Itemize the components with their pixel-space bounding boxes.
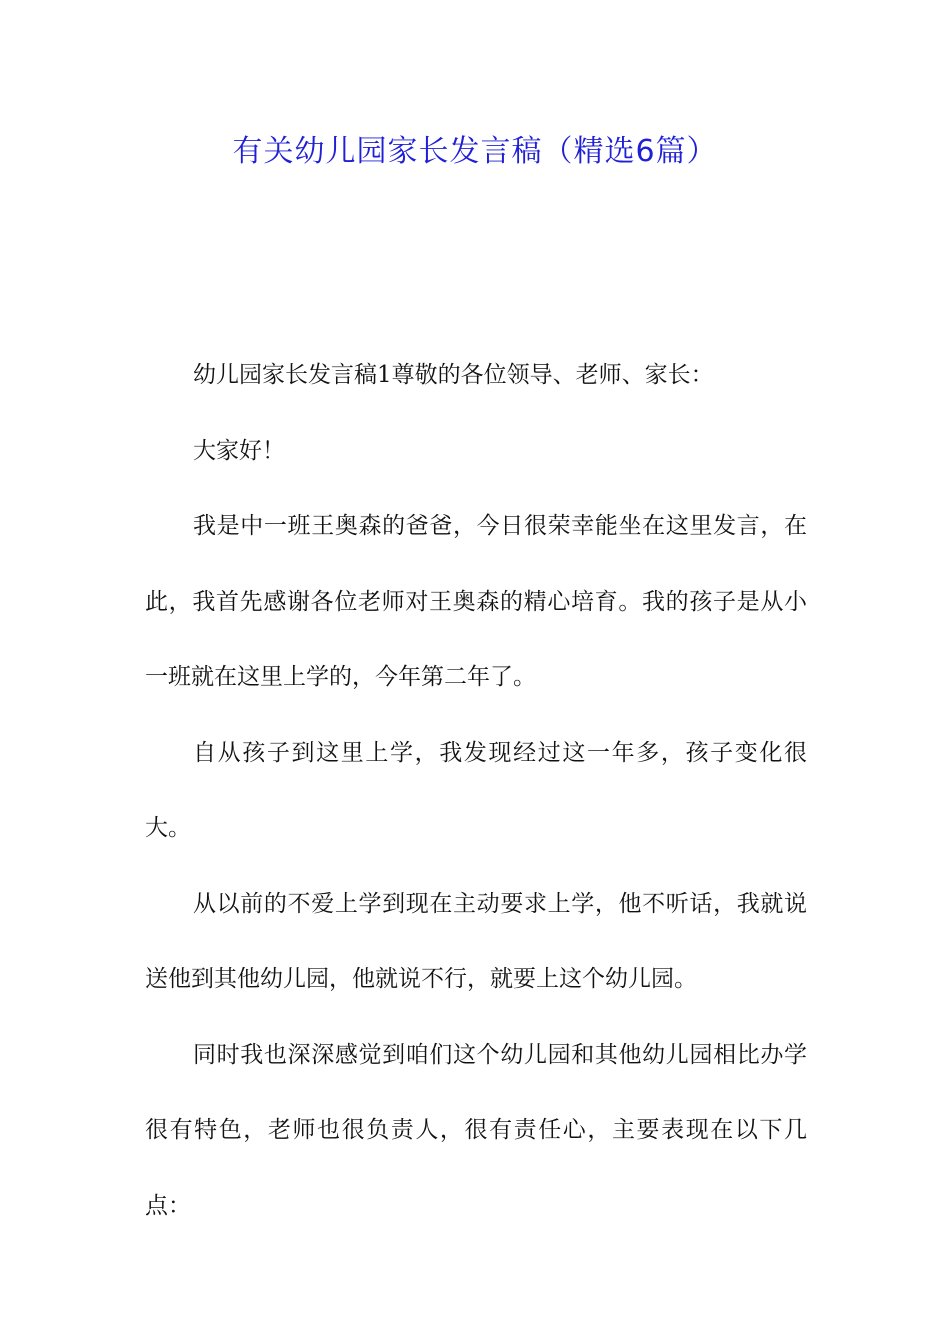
paragraph-school-features: 同时我也深深感觉到咱们这个幼儿园和其他幼儿园相比办学很有特色，老师也很负责人，很有责任心，主要表现在以下几点： bbox=[145, 1041, 807, 1219]
paragraph-attitude: 从以前的不爱上学到现在主动要求上学，他不听话，我就说送他到其他幼儿园，他就说不行，就要上这个幼儿园。 bbox=[145, 890, 807, 992]
paragraph-introduction: 我是中一班王奥森的爸爸，今日很荣幸能坐在这里发言，在此，我首先感谢各位老师对王奥森的精心培育。我的孩子是从小一班就在这里上学的，今年第二年了。 bbox=[145, 513, 807, 690]
document-body bbox=[145, 338, 807, 1244]
document-title: 有关幼儿园家长发言稿（精选6篇） bbox=[232, 134, 718, 169]
paragraph-hello: 大家好！ bbox=[193, 437, 285, 464]
paragraph-child-change: 自从孩子到这里上学，我发现经过这一年多，孩子变化很大。 bbox=[145, 739, 807, 841]
paragraph-greeting-heading: 幼儿园家长发言稿1尊敬的各位领导、老师、家长： bbox=[193, 362, 714, 388]
